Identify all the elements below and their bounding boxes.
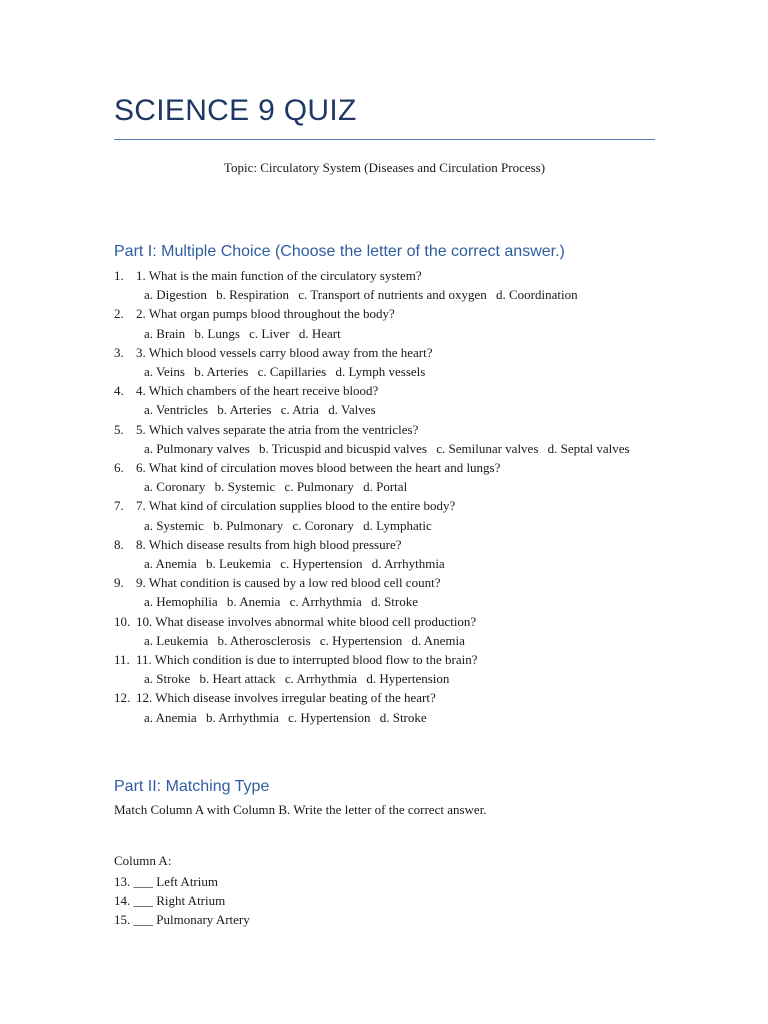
- answer-choices: [136, 362, 655, 381]
- answer-choices: [136, 592, 655, 611]
- question-number: 8.: [114, 536, 124, 552]
- answer-choice: a. Leukemia: [144, 632, 209, 648]
- answer-choice: b. Atherosclerosis: [217, 632, 311, 648]
- answer-choices: [136, 516, 655, 535]
- answer-choice: b. Arrhythmia: [205, 709, 279, 725]
- part1-heading: Part I: Multiple Choice (Choose the letter of the correct answer.): [114, 243, 565, 260]
- question-text: 4. Which chambers of the heart receive blood?: [136, 383, 379, 399]
- question-item: [114, 458, 655, 496]
- answer-choices: [136, 324, 655, 343]
- multiple-choice-list: [114, 266, 655, 727]
- question-number: 1.: [114, 268, 124, 283]
- question-item: [114, 535, 655, 573]
- question-text: 7. What kind of circulation supplies blood to the entire body?: [136, 498, 456, 514]
- answer-choice: b. Leukemia: [205, 556, 271, 572]
- answer-choice: a. Anemia: [144, 556, 197, 572]
- answer-choice: b. Pulmonary: [213, 517, 284, 533]
- part2-heading: Part II: Matching Type: [114, 778, 270, 795]
- column-a-label: Column A:: [114, 853, 172, 868]
- answer-choice: b. Respiration: [216, 287, 290, 303]
- answer-choice: d. Stroke: [371, 594, 419, 610]
- answer-choice: c. Transport of nutrients and oxygen: [298, 287, 487, 303]
- answer-choice: d. Hypertension: [366, 671, 450, 687]
- question-item: [114, 650, 655, 688]
- question-text: 1. What is the main function of the circulatory system?: [136, 268, 422, 283]
- answer-choice: a. Hemophilia: [144, 594, 218, 610]
- answer-choice: a. Digestion: [144, 287, 207, 303]
- answer-choices: [136, 631, 655, 650]
- question-number: 4.: [114, 383, 124, 399]
- question-item: [114, 573, 655, 611]
- question-text: 3. Which blood vessels carry blood away from the heart?: [136, 344, 433, 360]
- matching-item: 15. ___ Pulmonary Artery: [114, 912, 250, 928]
- answer-choices: [136, 439, 655, 458]
- answer-choice: c. Pulmonary: [284, 479, 354, 495]
- question-text: 10. What disease involves abnormal white blood cell production?: [136, 613, 477, 629]
- answer-choice: c. Hypertension: [288, 709, 371, 725]
- answer-choice: c. Coronary: [292, 517, 354, 533]
- question-item: [114, 304, 655, 342]
- question-text: 2. What organ pumps blood throughout the body?: [136, 306, 395, 322]
- answer-choices: [136, 669, 655, 688]
- topic-line: Topic: Circulatory System (Diseases and Circulation Process): [223, 160, 546, 175]
- answer-choice: b. Tricuspid and bicuspid valves: [259, 440, 427, 456]
- answer-choice: c. Hypertension: [280, 556, 363, 572]
- matching-item: 14. ___ Right Atrium: [114, 893, 226, 909]
- answer-choices: [136, 708, 655, 727]
- question-number: 10.: [114, 613, 131, 629]
- question-text: 11. Which condition is due to interrupted blood flow to the brain?: [136, 652, 478, 668]
- question-item: [114, 496, 655, 534]
- answer-choice: b. Heart attack: [199, 671, 276, 687]
- answer-choice: b. Lungs: [194, 325, 240, 341]
- answer-choice: d. Coordination: [496, 287, 578, 303]
- answer-choice: a. Brain: [144, 325, 186, 341]
- answer-choice: c. Hypertension: [319, 632, 403, 648]
- question-text: 8. Which disease results from high blood pressure?: [136, 536, 402, 552]
- answer-choice: a. Pulmonary valves: [144, 440, 250, 456]
- answer-choice: d. Portal: [363, 479, 408, 495]
- answer-choices: [136, 554, 655, 573]
- answer-choice: a. Veins: [144, 364, 185, 380]
- question-text: 12. Which disease involves irregular beating of the heart?: [136, 690, 436, 706]
- answer-choice: c. Liver: [249, 325, 290, 341]
- answer-choice: c. Atria: [280, 402, 319, 418]
- question-item: [114, 381, 655, 419]
- answer-choice: d. Septal valves: [547, 440, 630, 456]
- answer-choice: d. Anemia: [411, 632, 465, 648]
- answer-choice: d. Lymph vessels: [335, 364, 426, 380]
- question-number: 2.: [114, 306, 124, 322]
- answer-choice: a. Anemia: [144, 709, 197, 725]
- matching-instruction: Match Column A with Column B. Write the letter of the correct answer.: [114, 802, 487, 817]
- answer-choice: d. Stroke: [379, 709, 427, 725]
- question-item: [114, 688, 655, 726]
- answer-choices: [136, 477, 655, 496]
- question-number: 12.: [114, 690, 131, 706]
- answer-choice: c. Arrhythmia: [284, 671, 358, 687]
- page-title: SCIENCE 9 QUIZ: [114, 94, 357, 127]
- question-text: 6. What kind of circulation moves blood between the heart and lungs?: [136, 460, 501, 476]
- question-text: 5. Which valves separate the atria from the ventricles?: [136, 421, 419, 437]
- answer-choice: b. Arteries: [217, 402, 272, 418]
- answer-choice: b. Anemia: [226, 594, 281, 610]
- answer-choices: [136, 285, 655, 304]
- question-item: [114, 612, 655, 650]
- question-item: [114, 420, 655, 458]
- answer-choice: a. Stroke: [144, 671, 191, 687]
- title-divider: [114, 139, 655, 140]
- answer-choice: a. Coronary: [144, 479, 206, 495]
- column-a-list: [114, 872, 250, 930]
- answer-choice: a. Systemic: [144, 517, 204, 533]
- answer-choice: d. Lymphatic: [363, 517, 432, 533]
- question-number: 9.: [114, 575, 124, 591]
- question-number: 5.: [114, 421, 124, 437]
- answer-choice: d. Arrhythmia: [371, 556, 445, 572]
- matching-item: 13. ___ Left Atrium: [114, 874, 218, 889]
- question-number: 3.: [114, 344, 124, 360]
- answer-choice: c. Arrhythmia: [289, 594, 362, 610]
- question-item: [114, 266, 655, 304]
- answer-choice: d. Valves: [328, 402, 376, 418]
- answer-choice: c. Capillaries: [257, 364, 327, 380]
- question-number: 11.: [114, 652, 130, 668]
- answer-choice: c. Semilunar valves: [436, 440, 539, 456]
- answer-choices: [136, 400, 655, 419]
- question-item: [114, 343, 655, 381]
- answer-choice: b. Systemic: [214, 479, 276, 495]
- question-number: 7.: [114, 498, 124, 514]
- question-text: 9. What condition is caused by a low red blood cell count?: [136, 575, 441, 591]
- question-number: 6.: [114, 460, 124, 476]
- answer-choice: a. Ventricles: [144, 402, 209, 418]
- answer-choice: d. Heart: [298, 325, 341, 341]
- answer-choice: b. Arteries: [194, 364, 249, 380]
